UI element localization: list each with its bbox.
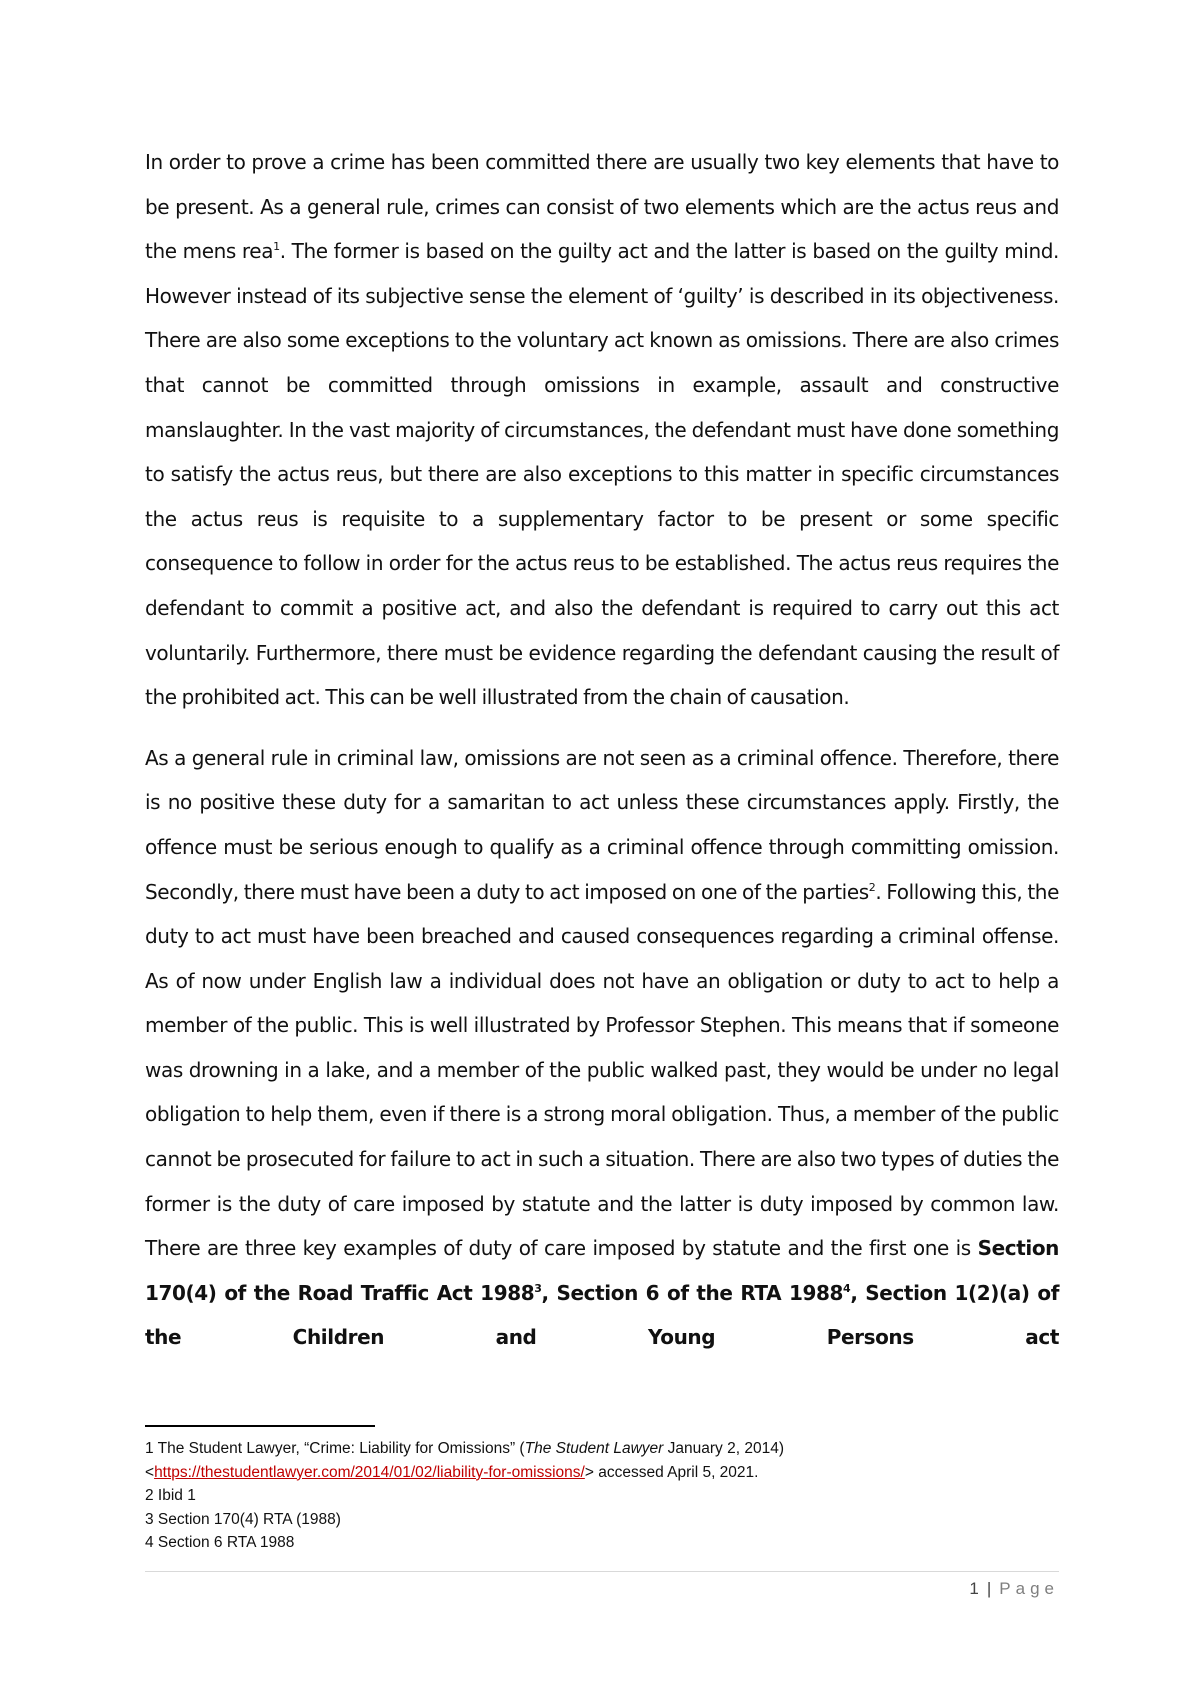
footer-divider xyxy=(145,1571,1059,1572)
footnote-1-source: The Student Lawyer xyxy=(524,1440,664,1457)
footnote-1-lt: < xyxy=(145,1463,155,1481)
footnote-1-link[interactable]: https://thestudentlawyer.com/2014/01/02/liability-for-omissions/ xyxy=(154,1463,585,1481)
paragraph-2 xyxy=(145,736,1059,1360)
footnote-separator xyxy=(145,1425,375,1427)
paragraph-2-text: As a general rule in criminal law, omissions are not seen as a criminal offence. Therefore, there is no positive these duty for a samaritan to act unless these circumstances apply. Firstly, the offence must be serious enough to qualify as a criminal offence through committing omission. Secondly, there must have been a duty to act imposed on one of the parties xyxy=(145,745,1059,904)
footnote-ref-2[interactable]: 2 xyxy=(868,880,876,894)
footnotes xyxy=(145,1437,1059,1555)
footnote-2: 2 Ibid 1 xyxy=(145,1487,196,1505)
paragraph-1-text: In order to prove a crime has been committed there are usually two key elements that have to be present. As a general rule, crimes can consist of two elements which are the actus reus and the mens rea xyxy=(145,150,1059,264)
footnote-1-url-line xyxy=(145,1461,1059,1485)
page-number: 1 xyxy=(969,1579,979,1598)
footnote-ref-4[interactable]: 4 xyxy=(843,1281,851,1295)
footnote-ref-3[interactable]: 3 xyxy=(534,1281,542,1295)
footnote-3: 3 Section 170(4) RTA (1988) xyxy=(145,1510,341,1528)
paragraph-1 xyxy=(145,140,1059,720)
statute-ref-rta-170: Section 170(4) of the Road Traffic Act 1988 xyxy=(145,1236,1059,1305)
footnote-1 xyxy=(145,1437,1059,1461)
page-footer xyxy=(969,1579,1059,1599)
page-separator: | xyxy=(986,1579,992,1598)
statute-ref-cypa: , Section 1(2)(a) of the Children and Young Persons act xyxy=(145,1280,1059,1350)
footnote-1-date: January 2, 2014) xyxy=(663,1440,784,1457)
statute-ref-rta-6: , Section 6 of the RTA 1988 xyxy=(541,1280,844,1305)
paragraph-1-text-cont: . The former is based on the guilty act and the latter is based on the guilty mind. However instead of its subjective sense the element of ‘guilty’ is described in its objectiveness. There are also some exceptions to the voluntary act known as omissions. There are also crimes that cannot be committed through omissions in example, assault and constructive manslaughter. In the vast majority of circumstances, the defendant must have done something to satisfy the actus reus, but there are also exceptions to this matter in specific circumstances the actus reus is requisite to a supplementary factor to be present or some specific consequence to follow in order for the actus reus to be established. The actus reus requires the defendant to commit a positive act, and also the defendant is required to carry out this act voluntarily. Furthermore, there must be evidence regarding the defendant causing the result of the prohibited act. This can be well illustrated from the chain of causation. xyxy=(145,239,1059,710)
page-word: Page xyxy=(999,1579,1059,1598)
paragraph-2-text-cont: . Following this, the duty to act must have been breached and caused consequences regarding a criminal offense. As of now under English law a individual does not have an obligation or duty to act to help a member of the public. This is well illustrated by Professor Stephen. This means that if someone was drowning in a lake, and a member of the public walked past, they would be under no legal obligation to help them, even if there is a strong moral obligation. Thus, a member of the public cannot be prosecuted for failure to act in such a situation. There are also two types of duties the former is the duty of care imposed by statute and the latter is duty imposed by common law. There are three key examples of duty of care imposed by statute and the first one is xyxy=(145,879,1059,1261)
footnote-ref-1[interactable]: 1 xyxy=(273,240,280,254)
document-body xyxy=(145,140,1059,1360)
footnote-4: 4 Section 6 RTA 1988 xyxy=(145,1534,295,1552)
footnote-1-accessed: > accessed April 5, 2021. xyxy=(584,1463,759,1481)
footnote-1-text: 1 The Student Lawyer, “Crime: Liability for Omissions” ( xyxy=(145,1440,525,1457)
